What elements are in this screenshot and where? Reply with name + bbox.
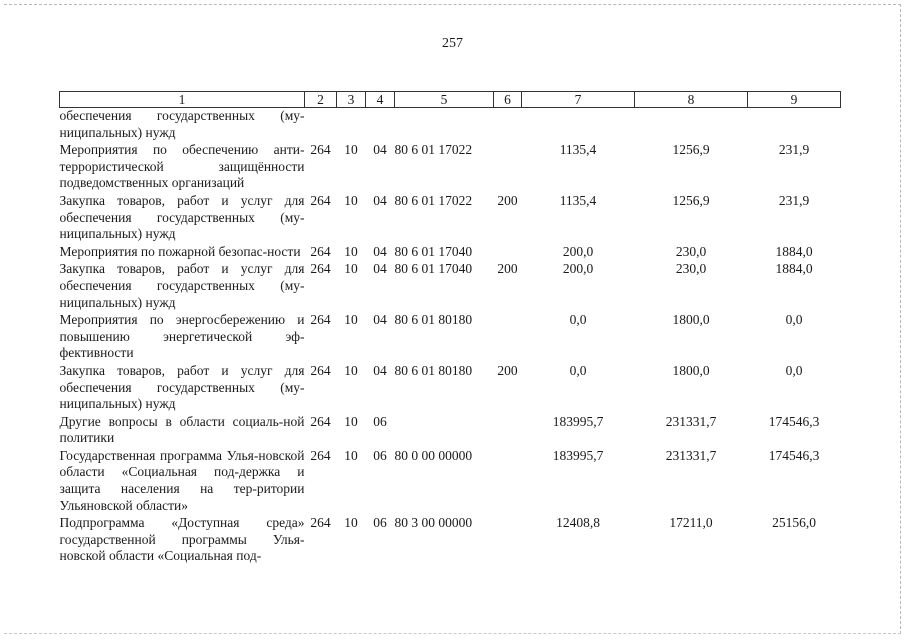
row-section: 10 xyxy=(344,261,358,277)
row-name: Закупка товаров, работ и услуг для обеспечения государственных (му-ниципальных) нужд xyxy=(59,362,305,412)
table-row xyxy=(60,193,841,244)
row-amount-col8: 230,0 xyxy=(675,261,707,277)
header-col-4: 4 xyxy=(366,92,395,108)
row-target-article: 80 3 00 00000 xyxy=(394,515,473,531)
table-row xyxy=(60,312,841,363)
row-amount-col8: 1800,0 xyxy=(672,312,710,328)
row-section: 10 xyxy=(344,413,358,429)
row-expense-type xyxy=(494,515,522,566)
table-row xyxy=(60,108,841,143)
table-row xyxy=(60,448,841,515)
page-border-bottom xyxy=(4,633,901,634)
row-amount-col7: 1135,4 xyxy=(559,142,597,158)
row-name: обеспечения государственных (му-ниципальных) нужд xyxy=(59,108,305,140)
row-amount-col9: 1884,0 xyxy=(775,261,813,277)
table-row xyxy=(60,244,841,262)
table-row xyxy=(60,414,841,448)
row-subsection: 04 xyxy=(373,362,387,378)
row-amount-col9: 1884,0 xyxy=(775,243,813,259)
table-body xyxy=(60,108,841,567)
row-amount-col9: 0,0 xyxy=(785,362,803,378)
row-amount-col7: 0,0 xyxy=(569,312,587,328)
header-row xyxy=(60,92,841,108)
row-expense-type: 200 xyxy=(497,192,518,208)
table-row xyxy=(60,515,841,566)
row-target-article: 80 6 01 17022 xyxy=(394,142,473,158)
header-col-1: 1 xyxy=(60,92,305,108)
row-amount-col8: 1256,9 xyxy=(672,142,710,158)
row-subsection: 04 xyxy=(373,243,387,259)
row-amount-col7: 12408,8 xyxy=(556,515,600,531)
row-target-article: 80 6 01 80180 xyxy=(394,312,473,328)
row-expense-type xyxy=(494,448,522,515)
row-subsection: 06 xyxy=(373,515,387,531)
table-header xyxy=(60,92,841,108)
row-amount-col7: 183995,7 xyxy=(552,447,604,463)
row-admin-code: 264 xyxy=(310,243,331,259)
table-row xyxy=(60,363,841,414)
row-admin-code: 264 xyxy=(310,447,331,463)
row-amount-col7: 0,0 xyxy=(569,362,587,378)
row-amount-col7: 200,0 xyxy=(562,243,594,259)
row-name: Закупка товаров, работ и услуг для обеспечения государственных (му-ниципальных) нужд xyxy=(59,192,305,242)
budget-table xyxy=(59,91,841,566)
row-admin-code xyxy=(305,108,337,143)
row-name: Мероприятия по пожарной безопас-ности xyxy=(59,243,301,259)
row-amount-col7: 183995,7 xyxy=(552,413,604,429)
row-section: 10 xyxy=(344,312,358,328)
row-amount-col8: 231331,7 xyxy=(665,447,717,463)
row-subsection: 04 xyxy=(373,312,387,328)
row-amount-col9: 231,9 xyxy=(778,142,810,158)
row-amount-col7: 200,0 xyxy=(562,261,594,277)
row-admin-code: 264 xyxy=(310,413,331,429)
row-target-article: 80 6 01 17040 xyxy=(394,243,473,259)
row-amount-col8: 17211,0 xyxy=(669,515,713,531)
row-section: 10 xyxy=(344,515,358,531)
row-target-article xyxy=(395,414,494,448)
row-expense-type xyxy=(494,108,522,143)
row-section: 10 xyxy=(344,362,358,378)
row-admin-code: 264 xyxy=(310,515,331,531)
row-amount-col9: 174546,3 xyxy=(768,447,820,463)
row-name: Мероприятия по обеспечению анти-террористической защищённости подведомственных организаций xyxy=(59,142,305,191)
header-col-5: 5 xyxy=(395,92,494,108)
row-subsection: 04 xyxy=(373,192,387,208)
row-amount-col8: 1800,0 xyxy=(672,362,710,378)
row-admin-code: 264 xyxy=(310,362,331,378)
row-amount-col8: 231331,7 xyxy=(665,413,717,429)
row-section xyxy=(337,108,366,143)
row-admin-code: 264 xyxy=(310,192,331,208)
row-expense-type: 200 xyxy=(497,261,518,277)
row-subsection: 06 xyxy=(373,447,387,463)
row-section: 10 xyxy=(344,192,358,208)
row-amount-col7 xyxy=(522,108,635,143)
row-target-article xyxy=(395,108,494,143)
row-expense-type xyxy=(494,414,522,448)
page-number: 257 xyxy=(442,36,463,51)
row-subsection: 04 xyxy=(373,142,387,158)
page-border-top xyxy=(4,4,901,5)
page-border-right xyxy=(900,4,901,634)
header-col-9: 9 xyxy=(748,92,841,108)
row-expense-type xyxy=(494,312,522,363)
row-target-article: 80 0 00 00000 xyxy=(394,447,473,463)
row-expense-type xyxy=(494,244,522,262)
row-name: Мероприятия по энергосбережению и повышению энергетической эф-фективности xyxy=(59,312,305,361)
header-col-8: 8 xyxy=(635,92,748,108)
row-amount-col9: 0,0 xyxy=(785,312,803,328)
header-col-2: 2 xyxy=(305,92,337,108)
row-admin-code: 264 xyxy=(310,142,331,158)
row-amount-col9 xyxy=(748,108,841,143)
row-target-article: 80 6 01 17040 xyxy=(394,261,473,277)
row-subsection: 06 xyxy=(373,413,387,429)
row-amount-col9: 174546,3 xyxy=(768,413,820,429)
header-col-7: 7 xyxy=(522,92,635,108)
row-section: 10 xyxy=(344,142,358,158)
row-expense-type xyxy=(494,142,522,193)
table-row xyxy=(60,261,841,312)
row-amount-col9: 231,9 xyxy=(778,192,810,208)
row-amount-col8: 1256,9 xyxy=(672,192,710,208)
header-col-3: 3 xyxy=(337,92,366,108)
row-expense-type: 200 xyxy=(497,362,518,378)
row-amount-col8: 230,0 xyxy=(675,243,707,259)
row-subsection: 04 xyxy=(373,261,387,277)
row-name: Другие вопросы в области социаль-ной политики xyxy=(59,413,305,446)
row-amount-col8 xyxy=(635,108,748,143)
row-section: 10 xyxy=(344,243,358,259)
row-target-article: 80 6 01 17022 xyxy=(394,192,473,208)
row-amount-col9: 25156,0 xyxy=(772,515,816,531)
header-col-6: 6 xyxy=(494,92,522,108)
row-name: Закупка товаров, работ и услуг для обеспечения государственных (му-ниципальных) нужд xyxy=(59,261,305,310)
table-row xyxy=(60,142,841,193)
row-name: Государственная программа Улья-новской области «Социальная под-держка и защита населения на тер-ритории Ульяновской области» xyxy=(59,447,305,513)
row-subsection xyxy=(366,108,395,143)
row-amount-col7: 1135,4 xyxy=(559,192,597,208)
row-target-article: 80 6 01 80180 xyxy=(394,362,473,378)
row-admin-code: 264 xyxy=(310,261,331,277)
row-section: 10 xyxy=(344,447,358,463)
row-admin-code: 264 xyxy=(310,312,331,328)
row-name: Подпрограмма «Доступная среда» государственной программы Улья-новской области «Социальная под- xyxy=(59,515,305,564)
